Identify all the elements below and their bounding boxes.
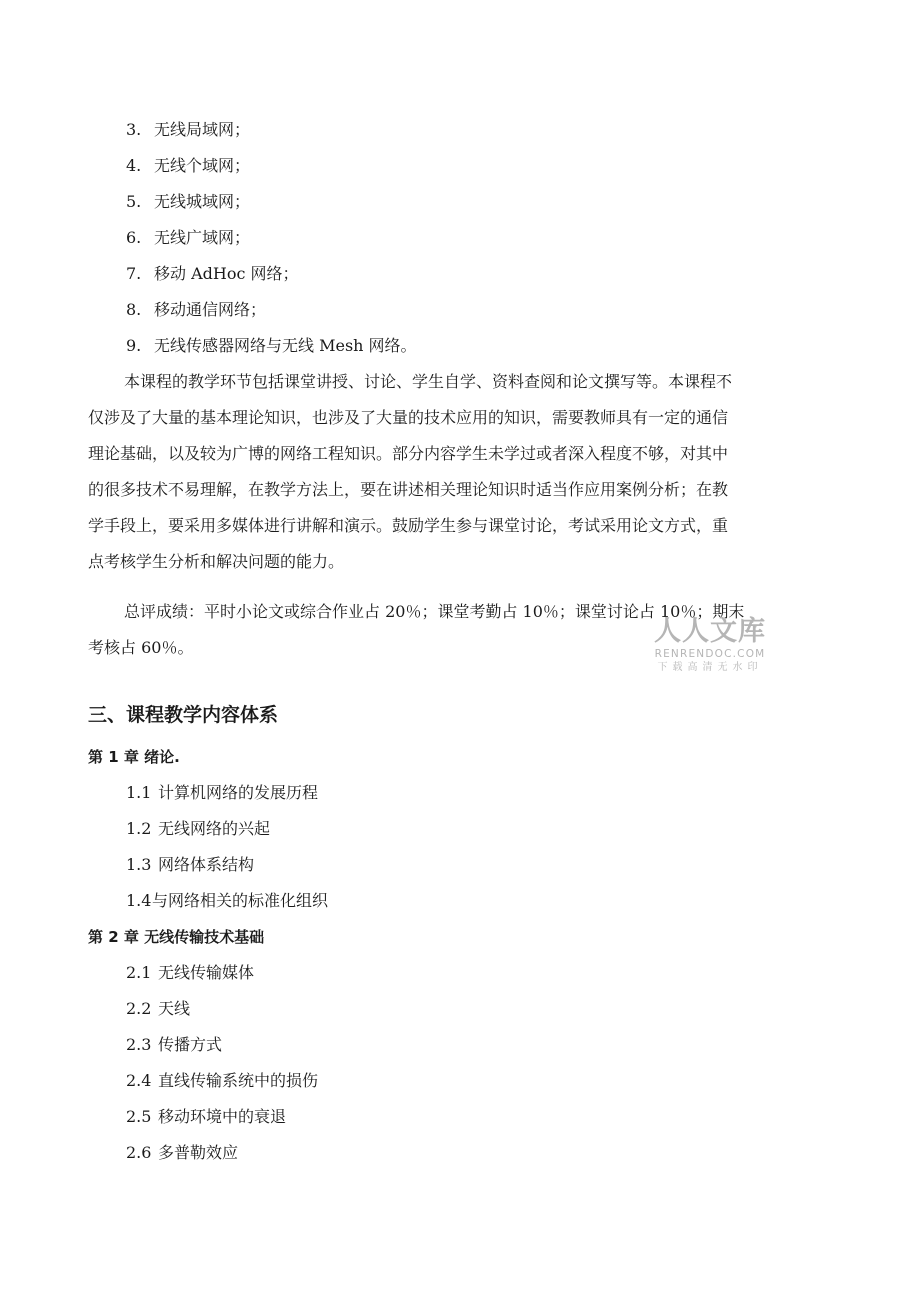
- toc-item: [126, 1071, 318, 1091]
- grading-line: 总评成绩：平时小论文或综合作业占 20％；课堂考勤占 10％；课堂讨论占 10％；期末: [124, 602, 745, 621]
- toc-item-number: 2.6: [126, 1143, 152, 1162]
- list-item: [126, 120, 250, 140]
- list-item-text: 无线局域网；: [154, 120, 251, 139]
- toc-item-number: 2.2: [126, 999, 152, 1018]
- toc-item: [126, 819, 270, 839]
- watermark-url: RENRENDOC.COM: [654, 648, 766, 660]
- list-item-text: 无线广域网；: [154, 228, 251, 247]
- list-item-number: 6.: [126, 228, 142, 247]
- section-heading: 三、课程教学内容体系: [88, 704, 279, 726]
- toc-item-number: 2.3: [126, 1035, 152, 1054]
- toc-item: [126, 999, 190, 1019]
- toc-item-text: 无线传输媒体: [158, 963, 255, 982]
- list-item-text: 移动通信网络；: [154, 300, 267, 319]
- list-item-text: 无线个域网；: [154, 156, 251, 175]
- toc-item-number: 1.1: [126, 783, 152, 802]
- paragraph-line: 仅涉及了大量的基本理论知识，也涉及了大量的技术应用的知识，需要教师具有一定的通信: [88, 408, 729, 427]
- list-item-number: 5.: [126, 192, 142, 211]
- toc-item-text: 多普勒效应: [158, 1143, 239, 1162]
- toc-item-number: 2.5: [126, 1107, 152, 1126]
- list-item: [126, 192, 250, 212]
- toc-item: [126, 891, 328, 911]
- paragraph-line: 本课程的教学环节包括课堂讲授、讨论、学生自学、资料查阅和论文撰写等。本课程不: [124, 372, 733, 391]
- toc-item-text: 网络体系结构: [158, 855, 255, 874]
- paragraph-line: 的很多技术不易理解，在教学方法上，要在讲述相关理论知识时适当作应用案例分析；在教: [88, 480, 729, 499]
- list-item: [126, 300, 266, 320]
- toc-item-text: 传播方式: [158, 1035, 223, 1054]
- toc-item-text: 直线传输系统中的损伤: [158, 1071, 319, 1090]
- paragraph-line: 理论基础，以及较为广博的网络工程知识。部分内容学生未学过或者深入程度不够，对其中: [88, 444, 729, 463]
- toc-item: [126, 1107, 286, 1127]
- list-item: [126, 264, 299, 284]
- list-item: [126, 156, 250, 176]
- list-item-text: 无线传感器网络与无线 Mesh 网络。: [154, 336, 417, 355]
- toc-item-number: 1.3: [126, 855, 152, 874]
- watermark-logo: [640, 616, 780, 674]
- toc-item-number: 1.4: [126, 891, 152, 910]
- list-item-number: 8.: [126, 300, 142, 319]
- list-item: [126, 228, 250, 248]
- list-item-text: 无线城域网；: [154, 192, 251, 211]
- toc-item: [126, 1143, 238, 1163]
- list-item-text: 移动 AdHoc 网络；: [154, 264, 299, 283]
- list-item: [126, 336, 417, 356]
- toc-item-text: 无线网络的兴起: [158, 819, 271, 838]
- toc-item: [126, 855, 254, 875]
- toc-item-text: 计算机网络的发展历程: [158, 783, 319, 802]
- list-item-number: 7.: [126, 264, 142, 283]
- grading-line: 考核占 60％。: [88, 638, 194, 657]
- list-item-number: 4.: [126, 156, 142, 175]
- toc-item: [126, 1035, 222, 1055]
- toc-item-text: 移动环境中的衰退: [158, 1107, 287, 1126]
- toc-item: [126, 963, 254, 983]
- toc-item-text: 与网络相关的标准化组织: [152, 891, 329, 910]
- toc-item-number: 2.1: [126, 963, 152, 982]
- list-item-number: 3.: [126, 120, 142, 139]
- chapter-title: 第 1 章 绪论.: [88, 748, 180, 766]
- chapter-title: 第 2 章 无线传输技术基础: [88, 928, 265, 946]
- paragraph-line: 点考核学生分析和解决问题的能力。: [88, 552, 345, 571]
- watermark-title: 人人文库: [654, 616, 766, 647]
- toc-item-text: 天线: [158, 999, 191, 1018]
- toc-item-number: 2.4: [126, 1071, 152, 1090]
- toc-item: [126, 783, 318, 803]
- list-item-number: 9.: [126, 336, 142, 355]
- paragraph-line: 学手段上，要采用多媒体进行讲解和演示。鼓励学生参与课堂讨论，考试采用论文方式，重: [88, 516, 729, 535]
- watermark-subtitle: 下载高清无水印: [657, 662, 763, 673]
- toc-item-number: 1.2: [126, 819, 152, 838]
